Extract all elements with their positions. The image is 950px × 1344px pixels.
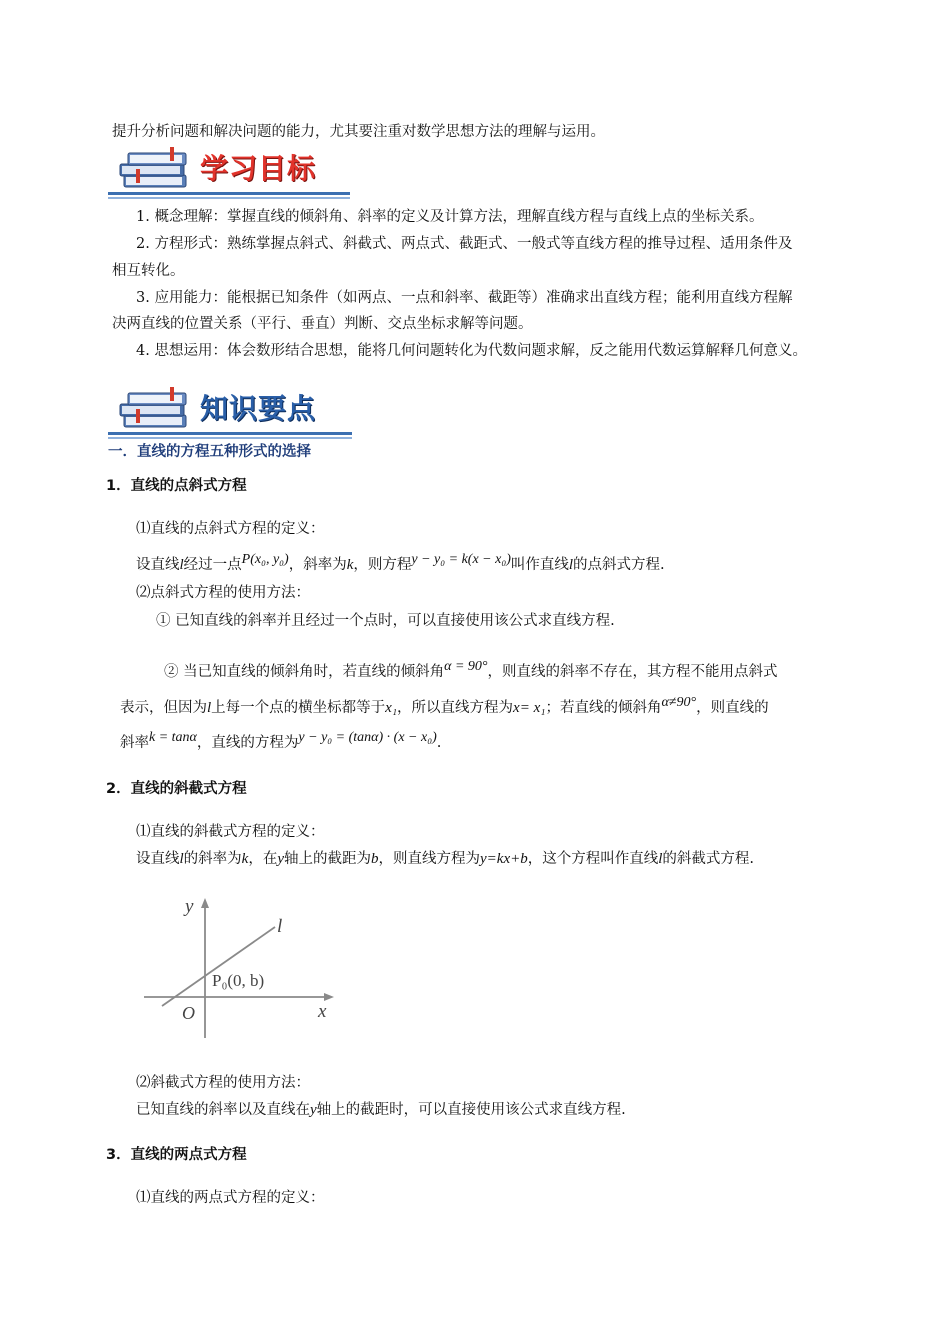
intro-text: 提升分析问题和解决问题的能力，尤其要注重对数学思想方法的理解与运用。 — [112, 124, 605, 140]
var-l: l — [179, 557, 184, 573]
point-slope-equation: y − y₀ = k(x − x₀) — [411, 552, 511, 567]
text: ② 当已知直线的倾斜角时，若直线的倾斜角 — [164, 664, 445, 680]
text: 轴上的截距时，可以直接使用该公式求直线方程. — [316, 1102, 626, 1118]
goals-title: 学习目标 — [200, 152, 317, 185]
books-icon — [116, 145, 196, 193]
equation: x= x₁ — [513, 700, 546, 716]
var-b: b — [371, 851, 379, 867]
text: 已知直线的斜率以及直线在 — [136, 1102, 310, 1118]
equation: α = 90° — [444, 659, 488, 674]
books-icon — [116, 385, 196, 433]
goals-banner — [108, 145, 350, 199]
x-axis-arrow — [324, 993, 334, 1001]
text: 设直线 — [136, 851, 180, 867]
banner-rule-light — [108, 197, 350, 199]
var-x1: x₁ — [385, 700, 398, 716]
text: 叫作直线 — [510, 557, 569, 573]
var-l: l — [179, 851, 184, 867]
origin-label: O — [182, 1003, 195, 1023]
y-axis-arrow — [201, 898, 209, 908]
point-slope-def-label: ⑴直线的点斜式方程的定义： — [136, 521, 325, 537]
knowledge-banner — [108, 385, 352, 439]
text: 经过一点 — [183, 557, 242, 573]
point-label: P₀(0, b) — [212, 971, 265, 990]
text: 的斜率为 — [183, 851, 242, 867]
var-l: l — [207, 700, 212, 716]
text: ，则直线方程为 — [378, 851, 481, 867]
equation: y − y₀ = (tanα) · (x − x₀) — [298, 730, 437, 745]
slope-intercept-usage — [136, 1100, 626, 1120]
point-slope-usage-2 — [164, 659, 778, 683]
slope-intercept-def-label: ⑴直线的斜截式方程的定义： — [136, 824, 325, 840]
text: ，则直线的斜率不存在，其方程不能用点斜式 — [487, 664, 778, 680]
text: ，则直线的 — [696, 700, 769, 716]
text: ，直线的方程为 — [196, 735, 299, 751]
goal-item-2-cont: 相互转化。 — [112, 263, 185, 279]
goal-item-3: 3. 应用能力：能根据已知条件（如两点、一点和斜率、截距等）准确求出直线方程；能利用直线方程解 — [136, 290, 793, 306]
text: 斜率 — [120, 735, 149, 751]
text: 上每一个点的横坐标都等于 — [211, 700, 386, 716]
point-p0: P(x₀, y₀) — [241, 552, 289, 567]
banner-rule — [108, 192, 350, 195]
var-l: l — [568, 557, 574, 573]
line-l — [162, 927, 275, 1006]
equation: k = tanα — [149, 730, 197, 745]
slope-intercept-usage-label: ⑵斜截式方程的使用方法： — [136, 1075, 310, 1091]
text: . — [436, 735, 442, 751]
section-heading: 一．直线的方程五种形式的选择 — [108, 444, 311, 460]
point-slope-usage-label: ⑵点斜式方程的使用方法： — [136, 585, 310, 601]
var-l: l — [658, 851, 663, 867]
two-point-def-label: ⑴直线的两点式方程的定义： — [136, 1190, 325, 1206]
x-axis-label: x — [318, 1001, 327, 1022]
text: 的点斜式方程. — [573, 557, 665, 573]
goal-item-3-cont: 决两直线的位置关系（平行、垂直）判断、交点坐标求解等问题。 — [112, 316, 533, 332]
slope-intercept-graph — [140, 890, 350, 1040]
banner-rule — [108, 432, 352, 435]
text: 轴上的截距为 — [284, 851, 372, 867]
point-slope-usage-4 — [120, 730, 442, 754]
subsection-heading-point-slope: 1．直线的点斜式方程 — [106, 478, 247, 494]
text: ，在 — [248, 851, 278, 867]
subsection-heading-slope-intercept: 2．直线的斜截式方程 — [106, 781, 247, 797]
slope-intercept-def-line — [136, 849, 754, 869]
var-k: k — [346, 557, 354, 573]
text: ；若直线的倾斜角 — [545, 700, 662, 716]
text: 表示，但因为 — [120, 700, 207, 716]
text: 设直线 — [136, 557, 180, 573]
text: ，斜率为 — [288, 557, 347, 573]
text: ，这个方程叫作直线 — [527, 851, 659, 867]
y-axis-label: y — [185, 896, 194, 917]
point-slope-usage-1: ① 已知直线的斜率并且经过一个点时，可以直接使用该公式求直线方程. — [156, 613, 615, 629]
text: ，所以直线方程为 — [397, 700, 514, 716]
var-k: k — [241, 851, 249, 867]
var-y: y — [310, 1102, 317, 1118]
point-slope-usage-3 — [120, 695, 769, 719]
goal-item-1: 1. 概念理解：掌握直线的倾斜角、斜率的定义及计算方法，理解直线方程与直线上点的坐标关系。 — [136, 209, 764, 225]
point-slope-def-line — [136, 552, 665, 576]
goal-item-4: 4. 思想运用：体会数形结合思想，能将几何问题转化为代数问题求解，反之能用代数运算解释几何意义。 — [136, 343, 807, 359]
goal-item-2: 2. 方程形式：熟练掌握点斜式、斜截式、两点式、截距式、一般式等直线方程的推导过程、适用条件及 — [136, 236, 793, 252]
text: 的斜截式方程. — [662, 851, 755, 867]
knowledge-title: 知识要点 — [200, 392, 317, 425]
equation: α≠90° — [661, 695, 697, 710]
banner-rule-light — [108, 437, 352, 439]
subsection-heading-two-point: 3．直线的两点式方程 — [106, 1147, 247, 1163]
slope-intercept-equation: y=kx+b — [480, 851, 528, 867]
var-y: y — [277, 851, 285, 867]
text: ，则方程 — [353, 557, 412, 573]
line-label: l — [277, 916, 283, 937]
